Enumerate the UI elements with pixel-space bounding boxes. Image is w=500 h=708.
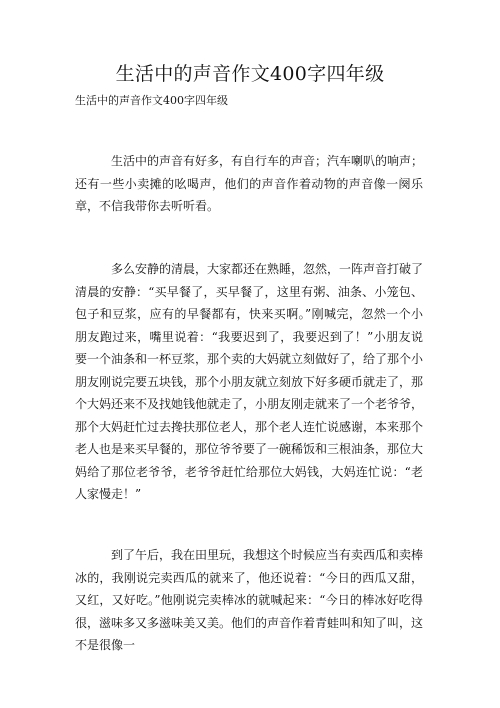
paragraph-3: 到了午后，我在田里玩，我想这个时候应当有卖西瓜和卖棒冰的，我刚说完卖西瓜的就来了，他还说着：“今日的西瓜又甜，又红，又好吃。”他刚说完卖棒冰的就喊起来：“今日的棒冰好吃得很，滋味多又多滋味美又美。他们的声音作着青蛙叫和知了叫，这不是很像一: [75, 548, 424, 652]
document-subtitle: 生活中的声音作文400字四年级: [75, 94, 228, 107]
paragraph-2: 多么安静的清晨，大家都还在熟睡，忽然，一阵声音打破了清晨的安静：“买早餐了，买早餐了，这里有粥、油条、小笼包、包子和豆浆，应有的早餐都有，快来买啊。”刚喊完，忽然一个小朋友跑过来，嘴里说着：“我要迟到了，我要迟到了！”小朋友说要一个油条和一杯豆浆，那个卖的大妈就立刻做好了，给了那个小朋友刚说完要五块钱，那个小朋友就立刻放下好多硬币就走了，那个大妈还来不及找她钱他就走了，小朋友刚走就来了一个老爷爷，那个大妈赶忙过去搀扶那位老人，那个老人连忙说感谢，本来那个老人也是来买早餐的，那位爷爷要了一碗稀饭和三根油条，那位大妈给了那位老爷爷，老爷爷赶忙给那位大妈钱，大妈连忙说：“老人家慢走！”: [75, 262, 424, 501]
document-title: 生活中的声音作文400字四年级: [115, 63, 385, 85]
paragraph-1: 生活中的声音有好多，有自行车的声音；汽车喇叭的响声；还有一些小卖摊的吆喝声，他们的声音作着动物的声音像一阕乐章，不信我带你去听听看。: [75, 154, 424, 213]
